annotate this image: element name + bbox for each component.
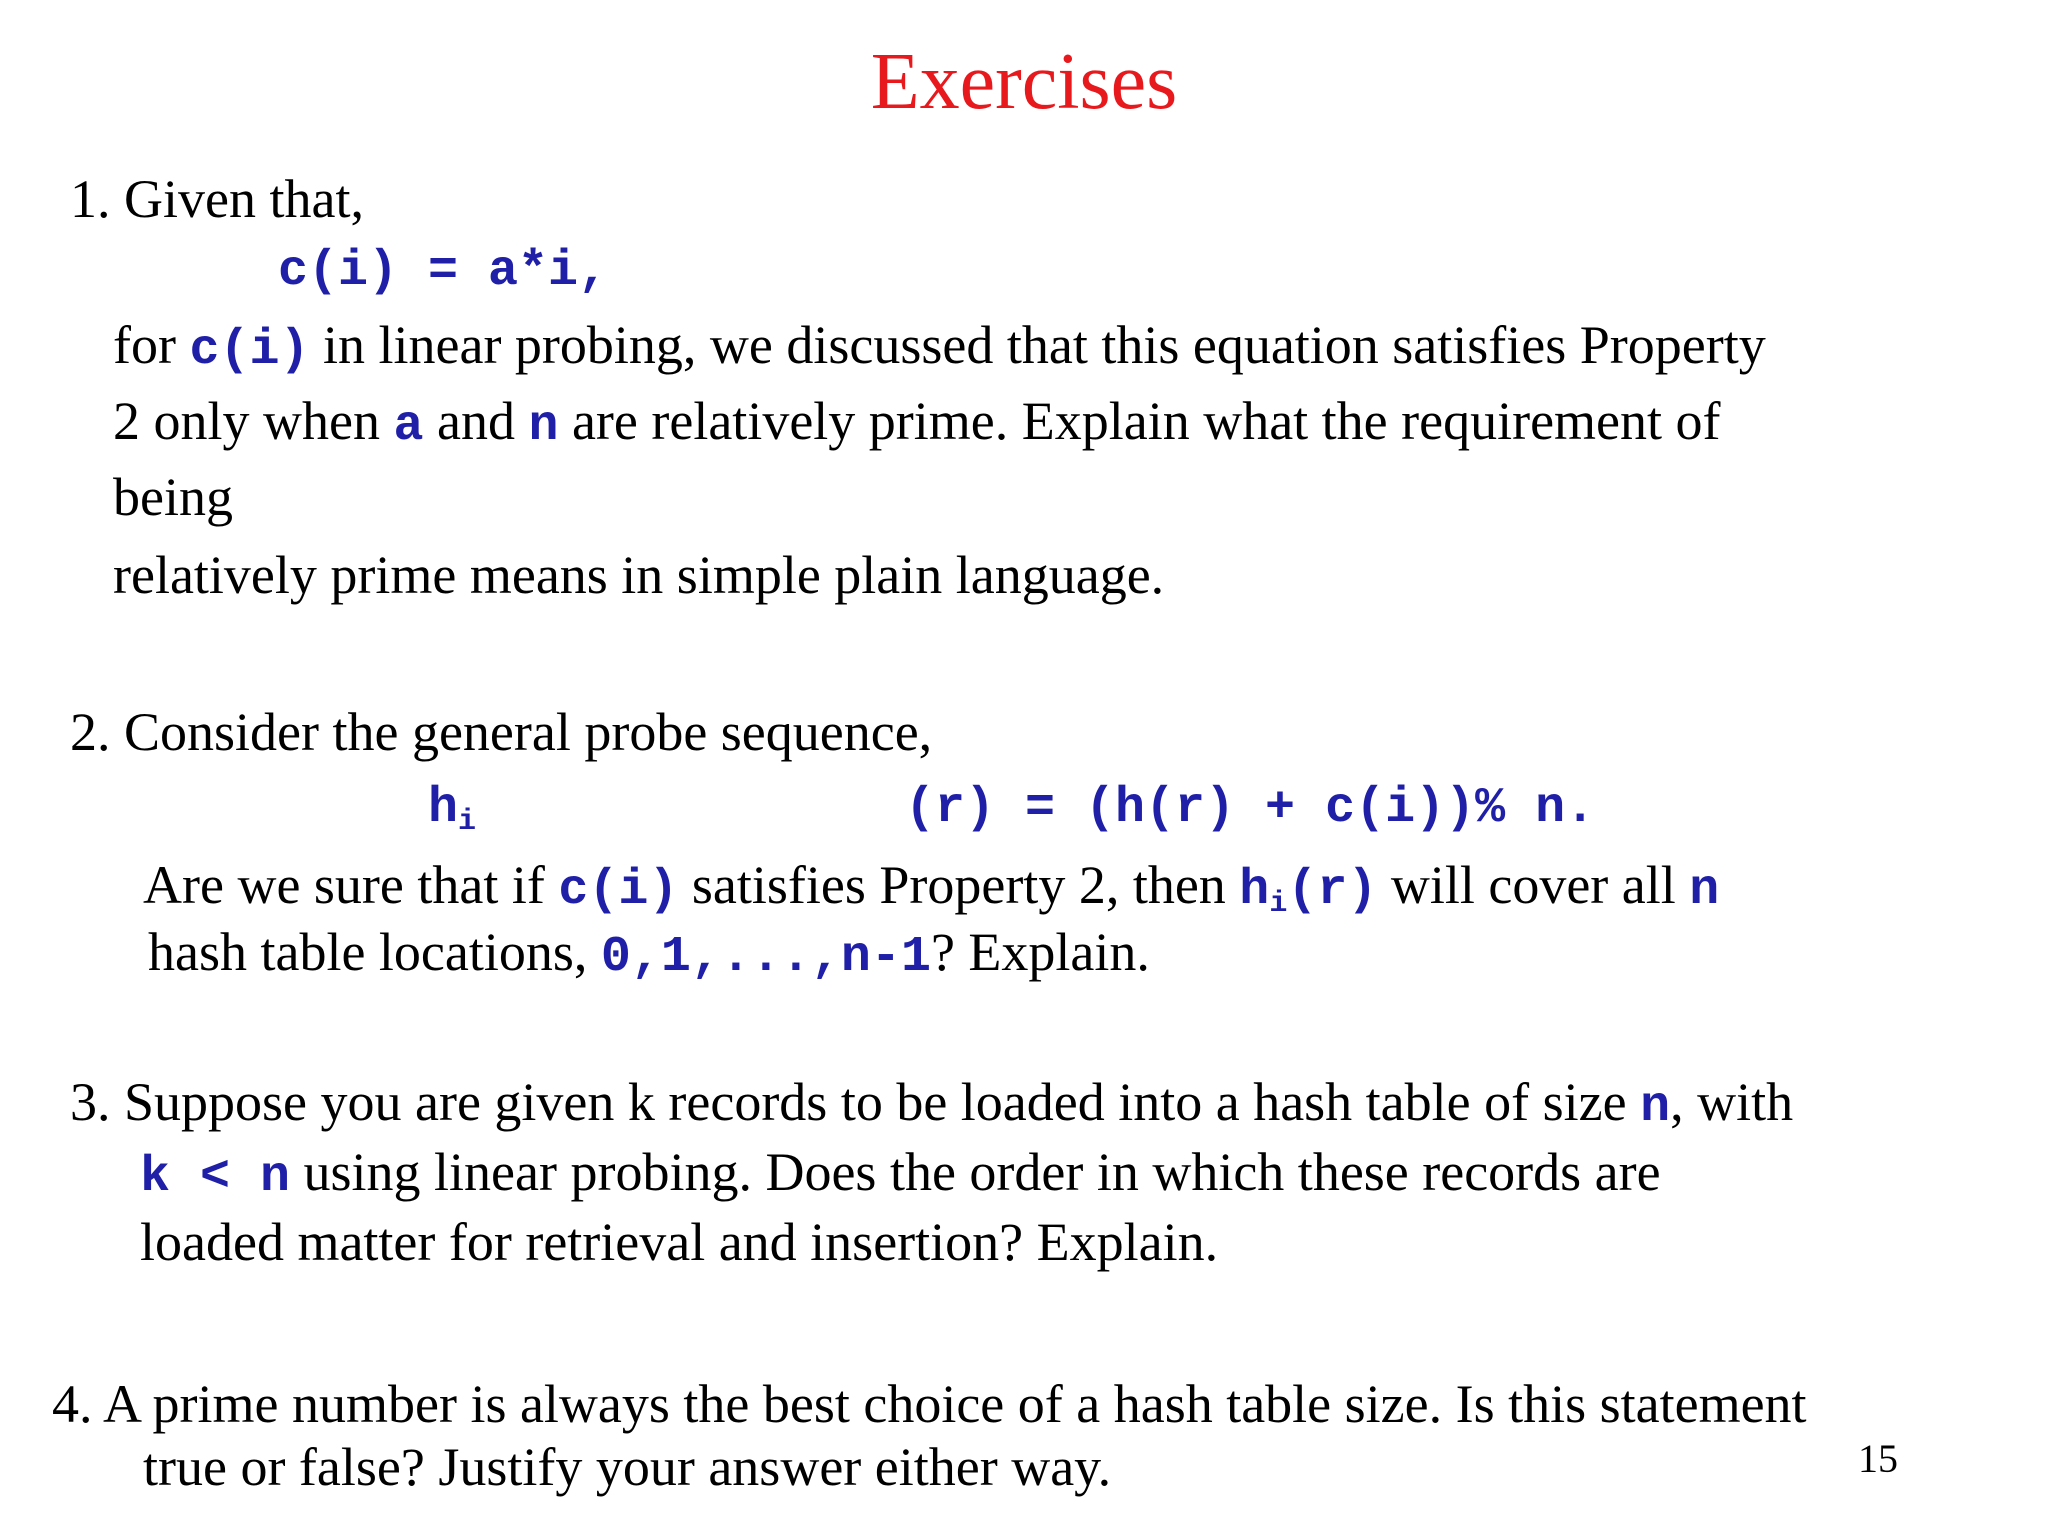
q2-eq-h-letter: h [428, 780, 459, 837]
q3-line-3: loaded matter for retrieval and insertion? Explain. [140, 1212, 1219, 1272]
q2-line-3-text-c: will cover all [1377, 855, 1690, 915]
q1-line-4-text-b: and [423, 391, 529, 451]
q1-line-4-text-a: 2 only when [113, 391, 394, 451]
q2-line-4-text-a: hash table locations, [148, 922, 601, 982]
q3-code-k-lt-n: k < n [140, 1149, 291, 1206]
q1-code-a: a [393, 398, 424, 455]
q2-intro: 2. Consider the general probe sequence, [70, 702, 933, 762]
q1-line-4-text-c: are relatively prime. Explain what the requirement of [558, 391, 1721, 451]
q2-line-4-text-b: ? Explain. [930, 922, 1150, 982]
q2-code-range: 0,1,...,n-1 [600, 929, 931, 986]
q2-code-hi [1239, 862, 1377, 919]
q2-equation: (r) = (h(r) + c(i))% n. [905, 780, 1596, 837]
q3-line-1-text-b: , with [1670, 1072, 1794, 1132]
page-title: Exercises [870, 38, 1178, 126]
q2-code-n: n [1689, 862, 1720, 919]
q3-line-2-text: using linear probing. Does the order in which these records are [290, 1142, 1661, 1202]
q1-equation: c(i) = a*i, [278, 243, 609, 300]
q2-code-h: h [1239, 862, 1270, 919]
q3-line-1-text-a: 3. Suppose you are given k records to be loaded into a hash table of size [70, 1072, 1641, 1132]
q2-line-3-text-b: satisfies Property 2, then [678, 855, 1240, 915]
q2-line-4 [148, 922, 1150, 986]
q2-code-h-subscript: i [1269, 887, 1288, 921]
q1-line-3-text-b: in linear probing, we discussed that this equation satisfies Property [309, 315, 1766, 375]
q4-line-2: true or false? Justify your answer either way. [143, 1437, 1112, 1497]
q2-line-3 [143, 855, 1720, 921]
q2-eq-h [428, 780, 476, 839]
q3-code-n: n [1640, 1079, 1671, 1136]
q1-intro: 1. Given that, [70, 169, 364, 229]
q1-code-ci: c(i) [189, 322, 310, 379]
q2-code-r: (r) [1287, 862, 1378, 919]
q3-line-1 [70, 1072, 1794, 1136]
q1-line-4 [113, 391, 1721, 455]
q2-line-3-text-a: Are we sure that if [143, 855, 559, 915]
q1-line-5: being [113, 467, 233, 527]
q2-code-ci: c(i) [558, 862, 679, 919]
q1-line-6: relatively prime means in simple plain language. [113, 545, 1165, 605]
q3-line-2 [140, 1142, 1661, 1206]
q1-line-3-text-a: for [113, 315, 190, 375]
page-number: 15 [1858, 1436, 1898, 1481]
q1-code-n: n [528, 398, 559, 455]
q4-line-1: 4. A prime number is always the best choice of a hash table size. Is this statement [52, 1374, 1807, 1434]
q1-line-3 [113, 315, 1766, 379]
q2-eq-h-subscript: i [458, 805, 477, 839]
